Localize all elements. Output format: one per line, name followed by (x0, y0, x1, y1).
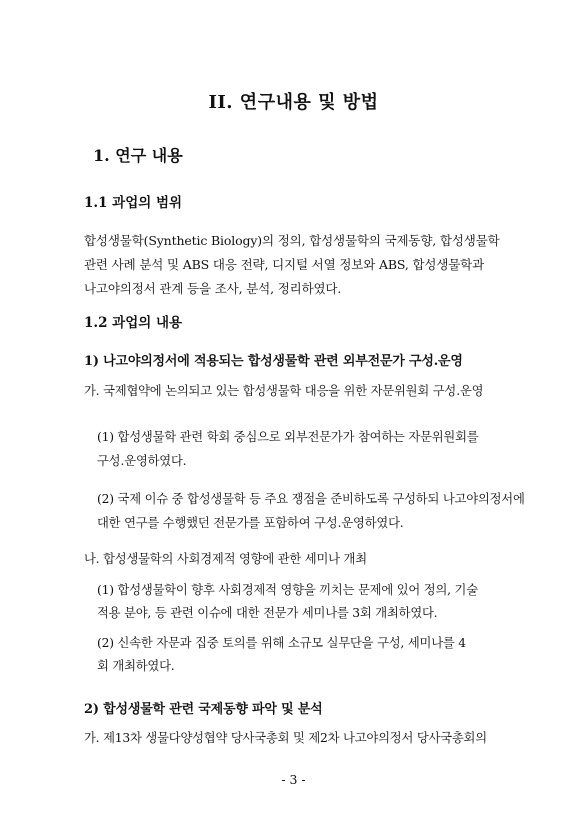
list-item-ga: 가. 제13차 생물다양성협약 당사국총회 및 제2차 나고야의정서 당사국총회의 (84, 731, 487, 745)
list-subitem-line: 대한 연구를 수행했던 전문가를 포함하여 구성․운영하였다. (97, 516, 404, 530)
list-subitem-line: 회 개최하였다. (97, 659, 175, 673)
item-heading-expert-committee: 1) 나고야의정서에 적용되는 합성생물학 관련 외부전문가 구성․운영 (84, 354, 463, 369)
item-heading-intl-trends: 2) 합성생물학 관련 국제동향 파악 및 분석 (84, 702, 323, 717)
scope-paragraph-line: 관련 사례 분석 및 ABS 대응 전략, 디지털 서열 정보와 ABS, 합성생물학과 (84, 257, 485, 272)
list-subitem-line: (1) 합성생물학 관련 학회 중심으로 외부전문가가 참여하는 자문위원회를 (97, 430, 479, 444)
list-subitem-line: (1) 합성생물학이 향후 사회경제적 영향을 끼치는 문제에 있어 정의, 기술 (97, 583, 478, 597)
list-subitem-line: (2) 국제 이슈 중 합성생물학 등 주요 쟁점을 준비하도록 구성하되 나고야의정서에 (97, 492, 525, 506)
scope-paragraph-line: 나고야의정서 관계 등을 조사, 분석, 정리하였다. (84, 281, 342, 296)
list-item-ga: 가. 국제협약에 논의되고 있는 합성생물학 대응을 위한 자문위원회 구성․운영 (84, 384, 484, 398)
list-subitem-line: 적용 분야, 등 관련 이슈에 대한 전문가 세미나를 3회 개최하였다. (97, 606, 438, 620)
page-number: - 3 - (281, 772, 306, 787)
list-subitem-line: 구성․운영하였다. (97, 454, 187, 468)
list-item-na: 나. 합성생물학의 사회경제적 영향에 관한 세미나 개최 (84, 552, 367, 566)
chapter-title: II. 연구내용 및 방법 (208, 92, 379, 113)
section-title: 1. 연구 내용 (93, 146, 183, 165)
scope-paragraph-line: 합성생물학(Synthetic Biology)의 정의, 합성생물학의 국제동향, 합성생물학 (84, 233, 500, 248)
list-subitem-line: (2) 신속한 자문과 집중 토의를 위해 소규모 실무단을 구성, 세미나를 4 (97, 636, 466, 650)
subsection-title-content: 1.2 과업의 내용 (84, 315, 183, 331)
subsection-title-scope: 1.1 과업의 범위 (84, 195, 183, 211)
